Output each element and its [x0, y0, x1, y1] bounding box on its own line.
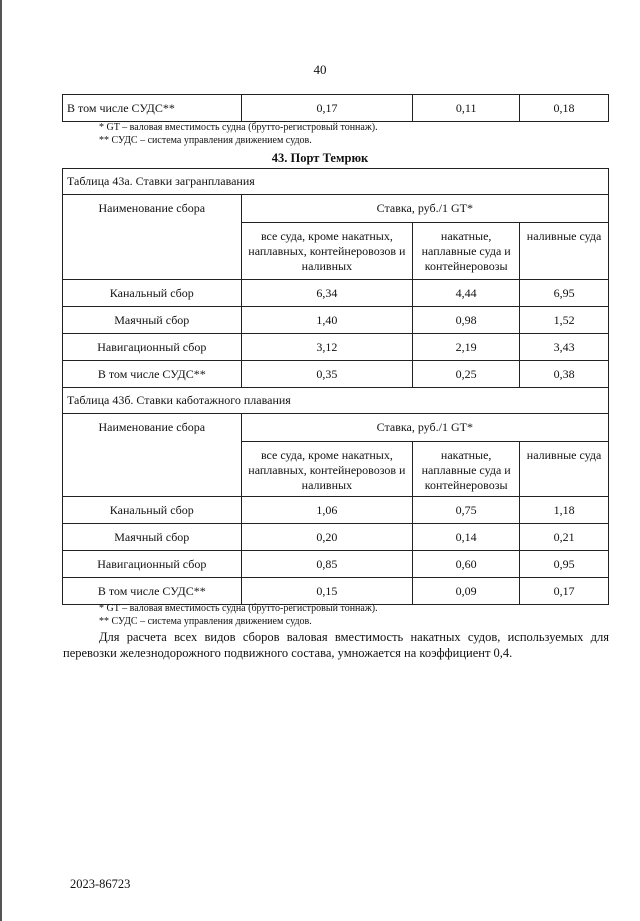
column-header-rate: Ставка, руб./1 GT*: [241, 414, 608, 442]
document-number: 2023-86723: [70, 877, 131, 891]
cell-value: 0,15: [241, 578, 413, 605]
cell-value: 1,06: [241, 497, 413, 524]
row-label: В том числе СУДС**: [63, 95, 242, 122]
column-header-name: Наименование сбора: [63, 195, 242, 280]
cell-value: 1,40: [241, 307, 413, 334]
row-label: Канальный сбор: [63, 280, 242, 307]
footnote-gt: * GT – валовая вместимость судна (брутто-регистровый тоннаж).: [99, 603, 378, 614]
cell-value: 0,11: [413, 95, 520, 122]
row-label: Канальный сбор: [63, 497, 242, 524]
row-label: Навигационный сбор: [63, 551, 242, 578]
cell-value: 0,35: [241, 361, 413, 388]
footnote-suds: ** СУДС – система управления движением судов.: [99, 135, 312, 146]
cell-value: 6,34: [241, 280, 413, 307]
cell-value: 0,17: [520, 578, 609, 605]
subheader-all-ships: все суда, кроме накатных, наплавных, контейнеровозов и наливных: [241, 442, 413, 497]
subheader-roro: накатные, наплавные суда и контейнеровозы: [413, 223, 520, 280]
row-label: Маячный сбор: [63, 524, 242, 551]
scan-edge-line: [0, 0, 2, 921]
cell-value: 0,14: [413, 524, 520, 551]
cell-value: 0,25: [413, 361, 520, 388]
footnote-gt: * GT – валовая вместимость судна (брутто-регистровый тоннаж).: [99, 122, 378, 133]
cell-value: 0,75: [413, 497, 520, 524]
table-title: Таблица 43а. Ставки загранплавания: [63, 169, 609, 195]
row-label: В том числе СУДС**: [63, 361, 242, 388]
cell-value: 0,09: [413, 578, 520, 605]
cell-value: 6,95: [520, 280, 609, 307]
subheader-roro: накатные, наплавные суда и контейнеровозы: [413, 442, 520, 497]
paragraph-text: Для расчета всех видов сборов валовая вместимость накатных судов, используемых для перевозки железнодорожного подвижного состава, умножается на коэффициент 0,4.: [63, 630, 609, 660]
cell-value: 0,18: [520, 95, 609, 122]
table-title: Таблица 43б. Ставки каботажного плавания: [63, 388, 609, 414]
subheader-tankers: наливные суда: [520, 442, 609, 497]
row-label: Навигационный сбор: [63, 334, 242, 361]
section-title: 43. Порт Темрюк: [271, 151, 369, 165]
cell-value: 0,21: [520, 524, 609, 551]
cell-value: 1,52: [520, 307, 609, 334]
subheader-tankers: наливные суда: [520, 223, 609, 280]
cell-value: 0,98: [413, 307, 520, 334]
cell-value: 0,60: [413, 551, 520, 578]
cell-value: 3,12: [241, 334, 413, 361]
cell-value: 4,44: [413, 280, 520, 307]
column-header-rate: Ставка, руб./1 GT*: [241, 195, 608, 223]
cell-value: 0,85: [241, 551, 413, 578]
table-43a: [62, 168, 609, 605]
continued-table: [62, 94, 609, 122]
row-label: В том числе СУДС**: [63, 578, 242, 605]
cell-value: 3,43: [520, 334, 609, 361]
column-header-name: Наименование сбора: [63, 414, 242, 497]
cell-value: 2,19: [413, 334, 520, 361]
footnote-suds: ** СУДС – система управления движением судов.: [99, 616, 312, 627]
subheader-all-ships: все суда, кроме накатных, наплавных, контейнеровозов и наливных: [241, 223, 413, 280]
body-paragraph: [63, 629, 609, 661]
cell-value: 0,20: [241, 524, 413, 551]
cell-value: 0,38: [520, 361, 609, 388]
page-number: 40: [313, 62, 327, 77]
cell-value: 0,17: [241, 95, 413, 122]
cell-value: 1,18: [520, 497, 609, 524]
row-label: Маячный сбор: [63, 307, 242, 334]
cell-value: 0,95: [520, 551, 609, 578]
